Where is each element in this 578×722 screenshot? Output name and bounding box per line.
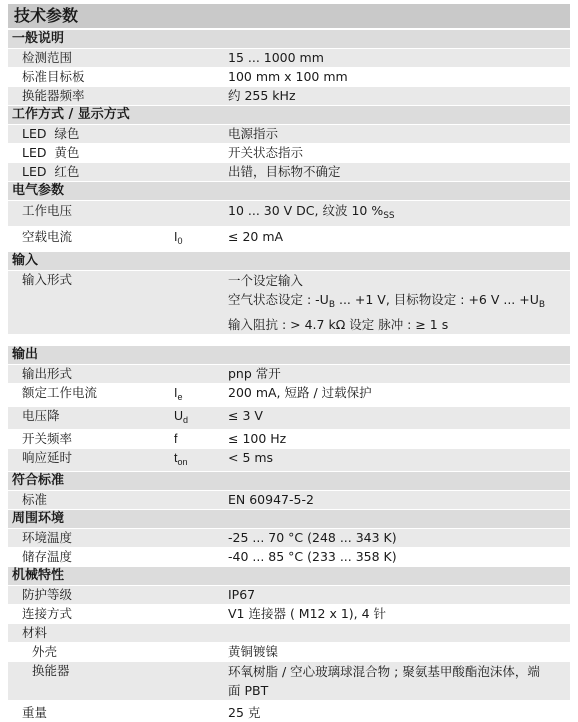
spec-label: 换能器频率 xyxy=(22,88,85,103)
spec-value: 出错，目标物不确定 xyxy=(228,164,341,179)
spec-value-subscript: SS xyxy=(383,211,395,221)
spec-value xyxy=(228,624,570,642)
spec-row xyxy=(8,449,570,471)
spec-symbol xyxy=(174,163,228,181)
spec-symbol xyxy=(174,624,228,642)
spec-value-subscript: B xyxy=(328,300,336,310)
spec-row xyxy=(8,201,570,226)
spec-symbol xyxy=(174,430,228,448)
spec-symbol xyxy=(174,643,228,661)
spec-value: 黄铜镀镍 xyxy=(228,644,279,659)
spec-symbol xyxy=(174,704,228,722)
section-heading-standards: 符合标准 xyxy=(8,472,570,490)
symbol-subscript: d xyxy=(183,415,189,425)
spec-row xyxy=(8,605,570,623)
spec-value xyxy=(228,271,570,334)
symbol-text: I xyxy=(174,386,178,400)
spec-value-text: ... +1 V, 目标物设定 : +6 V ... +U xyxy=(335,292,539,307)
section-heading-output: 输出 xyxy=(8,346,570,364)
symbol-text: U xyxy=(174,409,184,423)
spec-value: ≤ 100 Hz xyxy=(228,431,287,446)
spec-symbol xyxy=(174,491,228,509)
section-heading-input: 输入 xyxy=(8,252,570,270)
spec-value xyxy=(228,201,570,226)
spec-label: LED 绿色 xyxy=(22,126,80,141)
spec-label: 外壳 xyxy=(32,644,58,659)
spec-value: V1 连接器 ( M12 x 1), 4 针 xyxy=(228,606,387,621)
spec-symbol xyxy=(174,68,228,86)
spec-row xyxy=(8,365,570,383)
spec-label: 检测范围 xyxy=(22,50,73,65)
spec-label: 电压降 xyxy=(22,408,60,423)
spec-label: 材料 xyxy=(22,625,48,640)
spec-symbol xyxy=(174,605,228,623)
spec-value-line: 面 PBT xyxy=(228,683,269,698)
spec-row xyxy=(8,125,570,143)
page-title: 技术参数 xyxy=(8,4,570,28)
symbol-text: I xyxy=(174,230,178,244)
spec-value-line: 一个设定输入 xyxy=(228,273,304,288)
symbol-text: t xyxy=(174,451,178,465)
spec-label: 额定工作电流 xyxy=(22,385,98,400)
spec-value-line xyxy=(228,290,566,315)
spec-label: 工作电压 xyxy=(22,203,73,218)
spec-row xyxy=(8,430,570,448)
spec-value: < 5 ms xyxy=(228,450,274,465)
spec-label: 输出形式 xyxy=(22,366,73,381)
spec-label: 重量 xyxy=(22,705,48,720)
symbol-subscript: 0 xyxy=(177,236,183,246)
spec-value: -40 ... 85 °C (233 ... 358 K) xyxy=(228,549,397,564)
spec-row xyxy=(8,586,570,604)
spec-value: 200 mA, 短路 / 过载保护 xyxy=(228,385,372,400)
spec-label: 换能器 xyxy=(32,663,70,678)
spec-label: LED 黄色 xyxy=(22,145,80,160)
spec-symbol xyxy=(174,384,228,406)
section-heading-ambient: 周围环境 xyxy=(8,510,570,528)
spec-symbol xyxy=(174,227,228,251)
spec-label: 防护等级 xyxy=(22,587,73,602)
spec-value: IP67 xyxy=(228,587,256,602)
section-heading-electrical: 电气参数 xyxy=(8,182,570,200)
symbol-subscript: e xyxy=(177,392,183,402)
spec-row xyxy=(8,643,570,661)
spacer-row xyxy=(8,335,570,345)
spec-value: pnp 常开 xyxy=(228,366,281,381)
spec-symbol xyxy=(174,271,228,334)
spec-row xyxy=(8,529,570,547)
spec-label: 开关频率 xyxy=(22,431,73,446)
spec-label: 空载电流 xyxy=(22,229,73,244)
spec-value-line: 输入阻抗 : > 4.7 kΩ 设定 脉冲 : ≥ 1 s xyxy=(228,317,449,332)
section-heading-mechanical: 机械特性 xyxy=(8,567,570,585)
spec-value: 开关状态指示 xyxy=(228,145,304,160)
spec-row xyxy=(8,704,570,722)
spec-row xyxy=(8,624,570,642)
spec-symbol xyxy=(174,586,228,604)
spec-label: 储存温度 xyxy=(22,549,73,564)
spec-value: ≤ 3 V xyxy=(228,408,263,423)
spec-symbol xyxy=(174,201,228,226)
spec-row xyxy=(8,87,570,105)
spec-value: 25 克 xyxy=(228,705,261,720)
spec-value: 电源指示 xyxy=(228,126,279,141)
spec-label: 输入形式 xyxy=(22,272,73,287)
spec-label: 响应延时 xyxy=(22,450,73,465)
spec-symbol xyxy=(174,144,228,162)
spec-symbol xyxy=(174,548,228,566)
section-heading-general: 一般说明 xyxy=(8,30,570,48)
spec-label: 标准目标板 xyxy=(22,69,85,84)
spec-row xyxy=(8,407,570,429)
spec-value: EN 60947-5-2 xyxy=(228,492,314,507)
spec-symbol xyxy=(174,407,228,429)
spec-value: -25 ... 70 °C (248 ... 343 K) xyxy=(228,530,397,545)
spec-row xyxy=(8,384,570,406)
spec-label: 环境温度 xyxy=(22,530,73,545)
spec-row xyxy=(8,548,570,566)
spec-symbol xyxy=(174,49,228,67)
spec-value-text: 空气状态设定 : -U xyxy=(228,292,329,307)
spec-value: ≤ 20 mA xyxy=(228,229,284,244)
spec-row xyxy=(8,163,570,181)
spec-symbol xyxy=(174,87,228,105)
spec-value-line: 环氧树脂 / 空心玻璃球混合物 ; 聚氨基甲酸酯泡沫体，端 xyxy=(228,664,540,679)
spec-symbol xyxy=(174,449,228,471)
spec-label: LED 红色 xyxy=(22,164,80,179)
spec-symbol xyxy=(174,365,228,383)
spec-value: 约 255 kHz xyxy=(228,88,296,103)
section-heading-function: 工作方式 / 显示方式 xyxy=(8,106,570,124)
spec-row xyxy=(8,491,570,509)
spec-symbol xyxy=(174,125,228,143)
spec-row xyxy=(8,144,570,162)
spec-value-text: 10 ... 30 V DC, 纹波 10 % xyxy=(228,203,384,218)
spec-value-subscript: B xyxy=(538,300,546,310)
spec-label: 标准 xyxy=(22,492,48,507)
spec-label: 连接方式 xyxy=(22,606,73,621)
spec-symbol xyxy=(174,529,228,547)
symbol-subscript: on xyxy=(177,457,188,467)
spec-row xyxy=(8,49,570,67)
spec-value: 100 mm x 100 mm xyxy=(228,69,348,84)
spec-row xyxy=(8,68,570,86)
symbol-text: f xyxy=(174,432,178,446)
spec-value: 15 ... 1000 mm xyxy=(228,50,324,65)
spec-row xyxy=(8,271,570,334)
spec-row xyxy=(8,227,570,251)
